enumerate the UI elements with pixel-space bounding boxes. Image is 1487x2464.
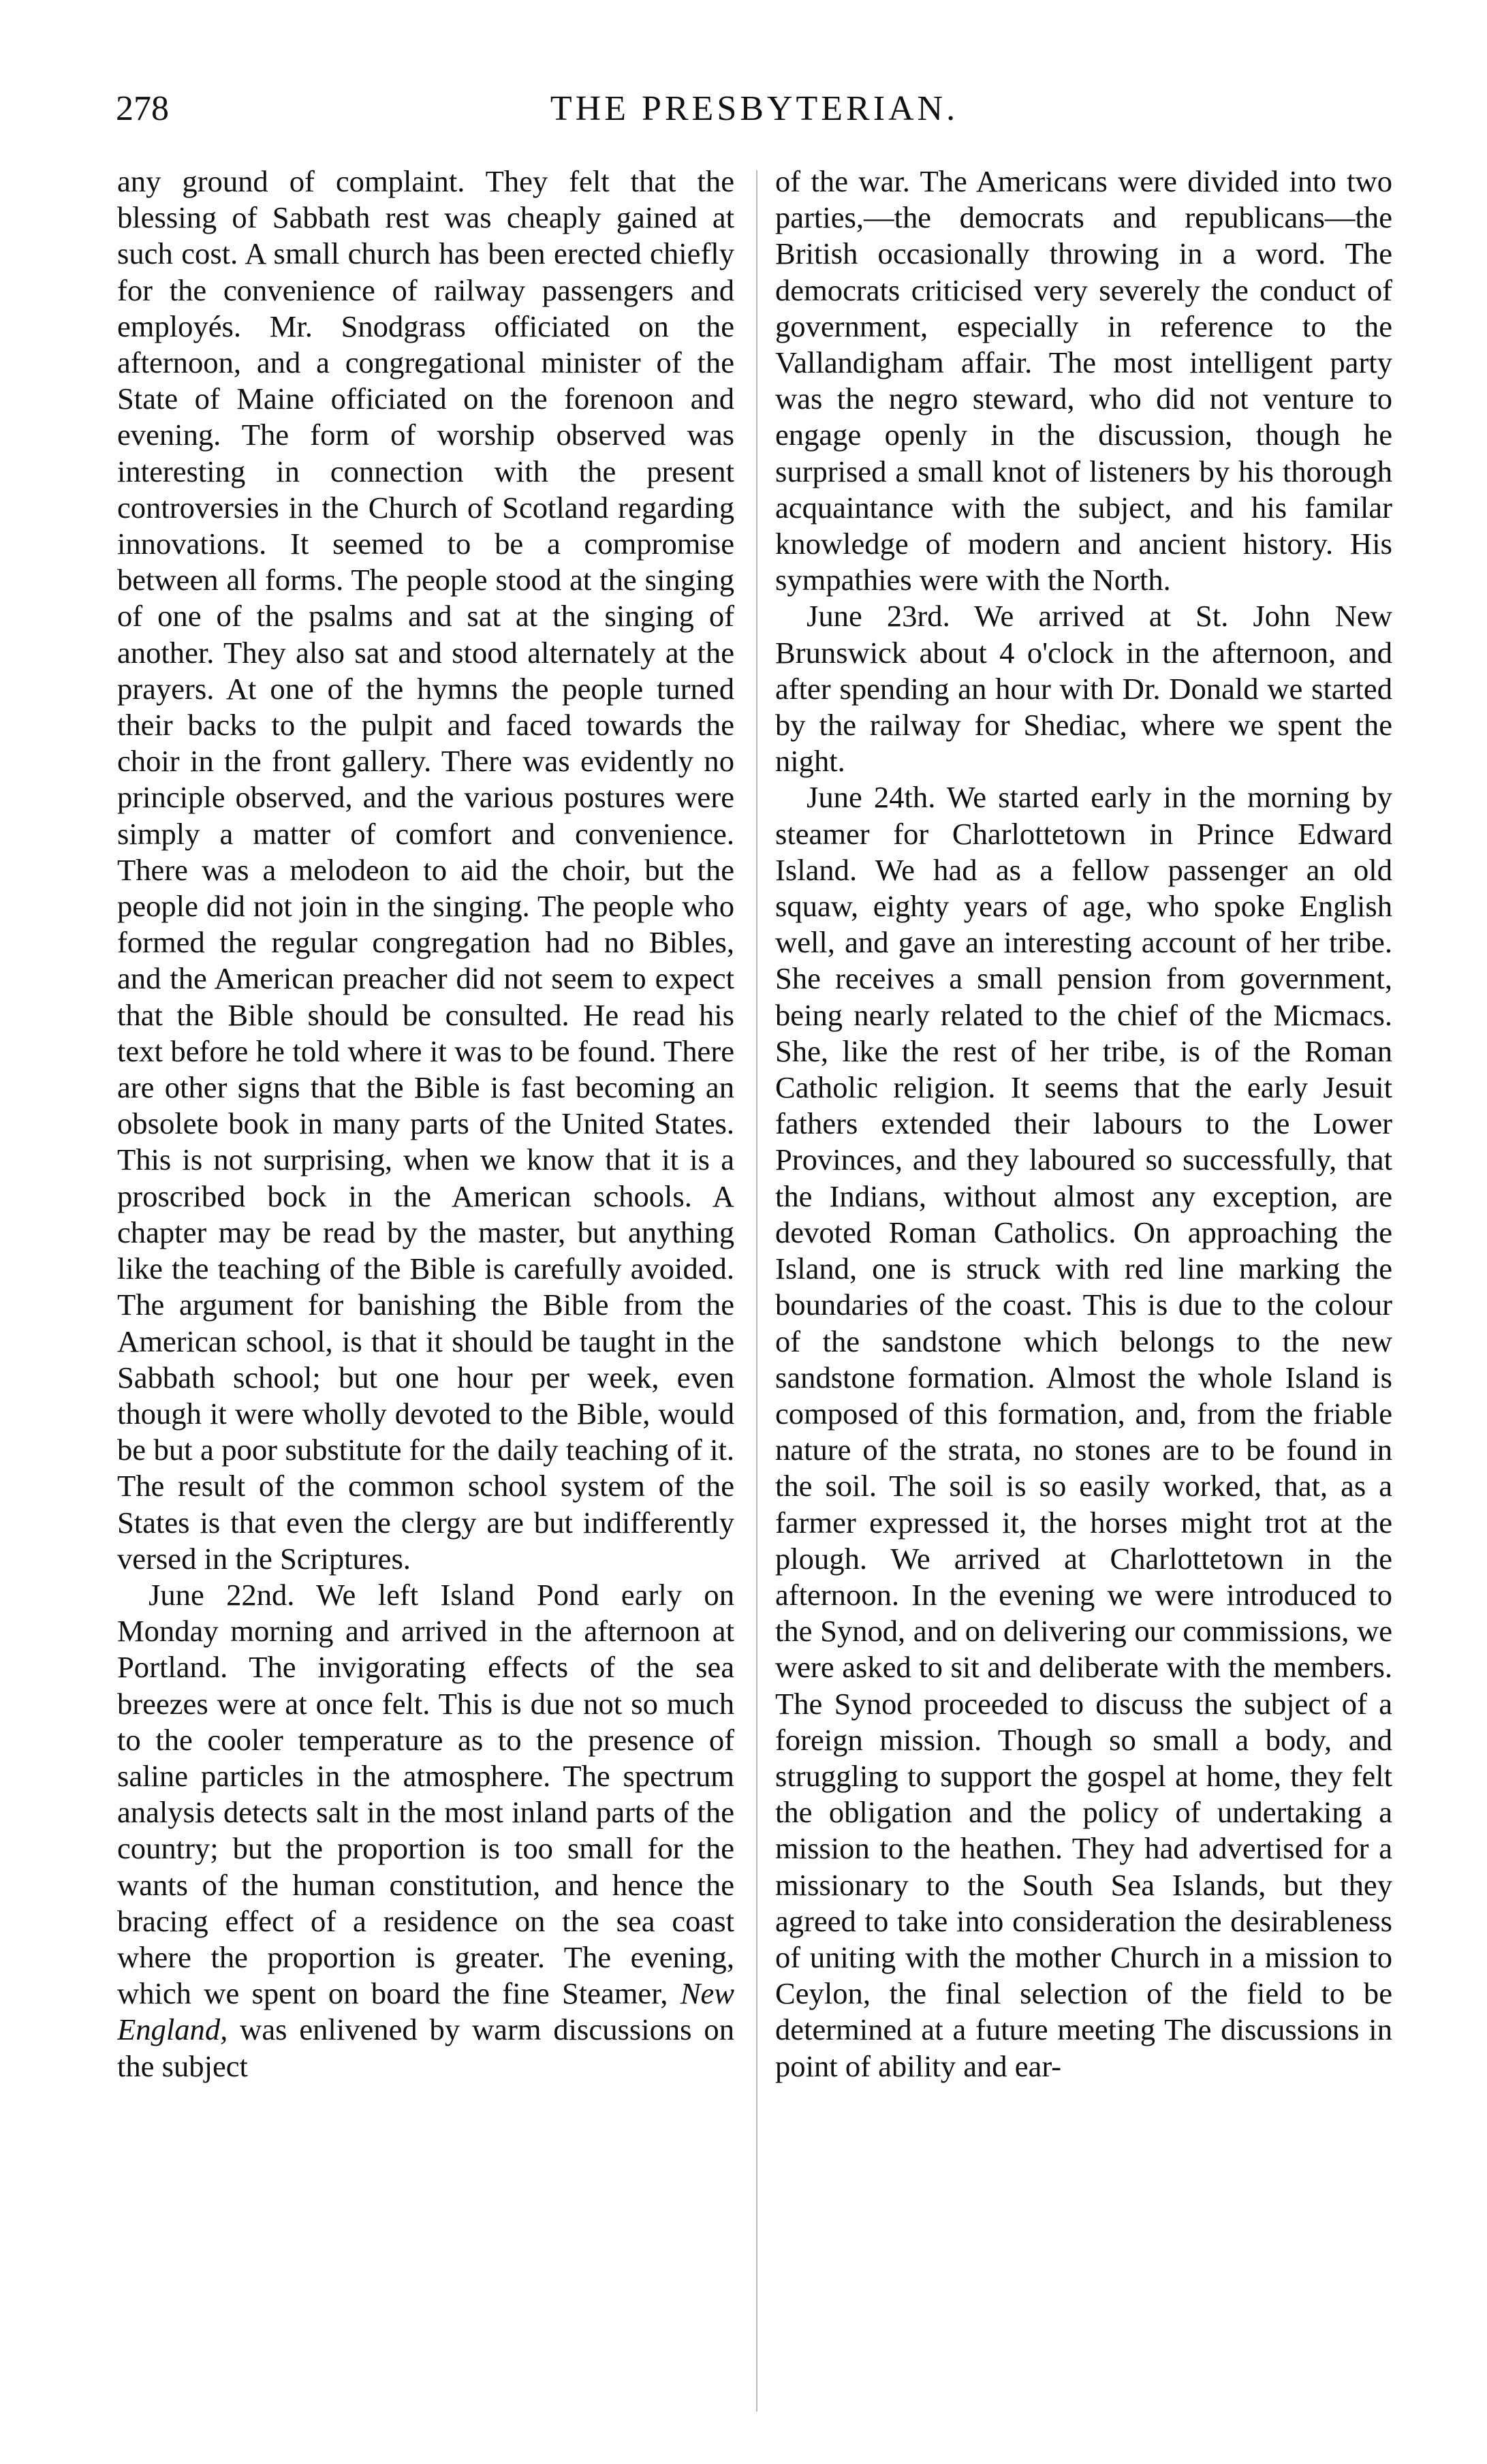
right-paragraph-3: June 24th. We started early in the morning by steamer for Charlottetown in Prince Edward Island. We had as a fellow passenger an old squaw, eighty years of age, who spoke English well, and gave an interesting account of her tribe. She receives a small pension from government, being nearly related to the chief of the Micmacs. She, like the rest of her tribe, is of the Roman Catholic religion. It seems that the early Jesuit fathers extended their labours to the Lower Provinces, and they laboured so successfully, that the Indians, without almost any exception, are devoted Roman Catholics. On approaching the Island, one is struck with red line marking the boundaries of the coast. This is due to the colour of the sandstone which belongs to the new sandstone formation. Almost the whole Island is composed of this formation, and, from the friable nature of the strata, no stones are to be found in the soil. The soil is so easily worked, that, as a farmer expressed it, the horses might trot at the plough. We arrived at Charlottetown in the afternoon. In the evening we were introduced to the Synod, and on delivering our commissions, we were asked to sit and deliberate with the members. The Synod proceeded to discuss the subject of a foreign mission. Though so small a body, and struggling to support the gospel at home, they felt the obligation and the policy of undertaking a mission to the heathen. They had advertised for a missionary to the South Sea Islands, but they agreed to take into consideration the desirableness of uniting with the mother Church in a mission to Ceylon, the final selection of the field to be determined at a future meeting The discussions in point of ability and ear- bbox=[775, 780, 1392, 2083]
right-column bbox=[775, 163, 1392, 2418]
left-paragraph-2-end: was enlivened by warm discussions on the subject bbox=[117, 2012, 734, 2083]
page-header bbox=[116, 75, 1393, 150]
left-paragraph-2 bbox=[117, 1577, 734, 2085]
left-column bbox=[117, 163, 734, 2418]
steamer-name: New England, bbox=[117, 1976, 734, 2047]
left-paragraph-1: any ground of complaint. They felt that the blessing of Sabbath rest was cheaply gained at such cost. A small church has been erected chiefly for the convenience of railway passengers and employés. Mr. Snodgrass officiated on the afternoon, and a congregational minister of the State of Maine officiated on the forenoon and evening. The form of worship observed was interesting in connection with the present controversies in the Church of Scotland regarding innovations. It seemed to be a compromise between all forms. The people stood at the singing of one of the psalms and sat at the singing of another. They also sat and stood alternately at the prayers. At one of the hymns the people turned their backs to the pulpit and faced towards the choir in the front gallery. There was evidently no principle observed, and the various postures were simply a matter of comfort and convenience. There was a melodeon to aid the choir, but the people did not join in the singing. The people who formed the regular congregation had no Bibles, and the American preacher did not seem to expect that the Bible should be consulted. He read his text before he told where it was to be found. There are other signs that the Bible is fast becoming an obsolete book in many parts of the United States. This is not surprising, when we know that it is a proscribed bock in the American schools. A chapter may be read by the master, but anything like the teaching of the Bible is carefully avoided. The argument for banishing the Bible from the American school, is that it should be taught in the Sabbath school; but one hour per week, even though it were wholly devoted to the Bible, would be but a poor substitute for the daily teaching of it. The result of the common school system of the States is that even the clergy are but indifferently versed in the Scriptures. bbox=[117, 164, 734, 1576]
column-divider bbox=[756, 170, 757, 2412]
right-paragraph-1: of the war. The Americans were divided into two parties,—the democrats and republicans—the British occasionally throwing in a word. The democrats criticised very severely the conduct of government, especially in reference to the Vallandigham affair. The most intelligent party was the negro steward, who did not venture to engage openly in the discussion, though he surprised a small knot of listeners by his thorough acquaintance with the subject, and his familar knowledge of modern and ancient history. His sympathies were with the North. bbox=[775, 164, 1392, 597]
left-paragraph-2-text: June 22nd. We left Island Pond early on Monday morning and arrived in the afternoon at Portland. The invigorating effects of the sea breezes were at once felt. This is due not so much to the cooler temperature as to the presence of saline particles in the atmosphere. The spectrum analysis detects salt in the most inland parts of the country; but the proportion is too small for the wants of the human constitution, and hence the bracing effect of a residence on the sea coast where the proportion is greater. The evening, which we spent on board the fine Steamer, bbox=[117, 1577, 734, 2011]
right-paragraph-2: June 23rd. We arrived at St. John New Brunswick about 4 o'clock in the afternoon, and after spending an hour with Dr. Donald we started by the railway for Shediac, where we spent the night. bbox=[775, 599, 1392, 779]
page-number: 278 bbox=[116, 89, 169, 128]
running-title: THE PRESBYTERIAN. bbox=[550, 89, 959, 128]
